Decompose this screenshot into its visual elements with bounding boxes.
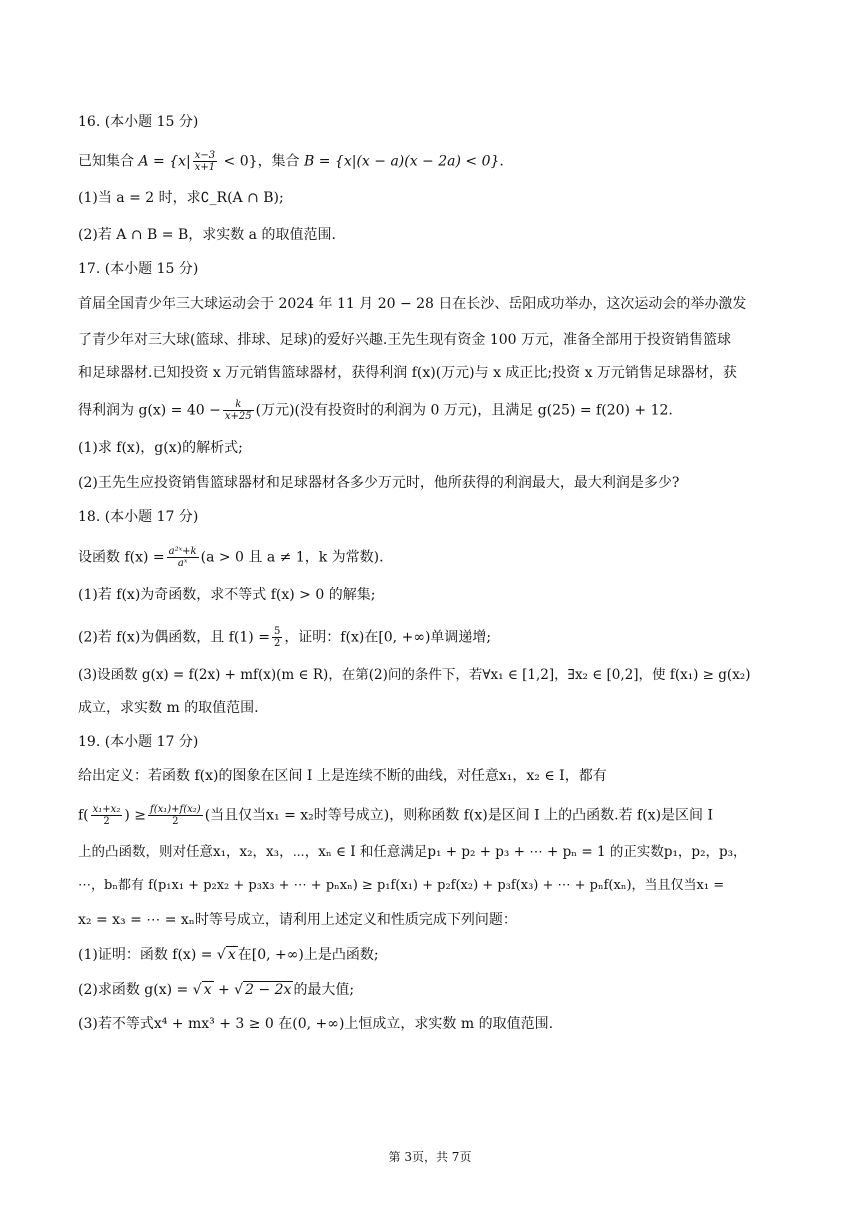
problem-18-q3-line-2: 成立，求实数 m 的取值范围. [78,700,259,716]
problem-19-text-4: ⋯，bₙ都有 f(p₁x₁ + p₂x₂ + p₃x₃ + ⋯ + pₙxₙ) ≥ p₁f(x₁) + p₂f(x₂) + p₃f(x₃) + ⋯ + pₙf(xₙ)，当且仅当x₁ = [78,878,725,893]
problem-17-q2: (2)王先生应投资销售篮球器材和足球器材各多少万元时，他所获得的利润最大，最大利润是多少? [78,475,680,491]
problem-17-text-2: 了青少年对三大球(篮球、排球、足球)的爱好兴趣.王先生现有资金 100 万元，准备全部用于投资销售篮球 [78,332,731,348]
problem-19-text-5: x₂ = x₃ = ⋯ = xₙ时等号成立，请利用上述定义和性质完成下列问题： [78,912,517,928]
problem-19-text-2: f( $\frac{\text{x₁+x₂}}{2}$ ) ≥ $\frac{\text{f(x₁)+f(x₂)}}{2}$ (当且仅当x₁ = x₂时等号成立)，则称函数 f(x)是区间 I 上的凸函数.若 f(x)是区间 I [78,804,714,827]
problem-17-title: 17. (本小题 15 分) [78,261,199,277]
problem-19-q2: (2)求函数 g(x) = √ x + √ 2 − 2x 的最大值; [78,982,355,998]
problem-19-text-1: 给出定义：若函数 f(x)的图象在区间 I 上是连续不断的曲线，对任意x₁，x₂ ∈ I，都有 [78,768,607,784]
page-footer: 第 3页，共 7页 [388,1150,472,1164]
problem-18-q3-line-1: (3)设函数 g(x) = f(2x) + mf(x)(m ∈ R)，在第(2)问的条件下，若∀x₁ ∈ [1,2]，∃x₂ ∈ [0,2]，使 f(x₁) ≥ g(x₂) [78,667,751,683]
fraction: $\frac{\text{f(x₁)+f(x₂)}}{2}$ [150,804,201,827]
problem-18-title: 18. (本小题 17 分) [78,509,199,525]
fraction: $\frac{x-3}{x+1}$ [194,150,216,173]
fraction: $\frac{k}{x+25}$ [224,399,252,422]
problem-16-title: 16. (本小题 15 分) [78,114,199,130]
fraction: $\frac{\text{x₁+x₂}}{2}$ [92,804,121,827]
fraction: $\frac{\text{a²ˣ+k}}{\text{aˣ}}$ [168,546,197,569]
problem-17-q1: (1)求 f(x)，g(x)的解析式; [78,440,243,456]
problem-18-q1: (1)若 f(x)为奇函数，求不等式 f(x) > 0 的解集; [78,587,376,603]
problem-16-stem: 已知集合 A = {x| $\frac{x-3}{x+1}$ < 0}，集合 B = {x|(x − a)(x − 2a) < 0}. [78,150,504,173]
problem-16-q1: (1)当 a = 2 时，求∁_R(A ∩ B); [78,190,284,206]
problem-17-text-4: 得利润为 g(x) = 40 − $\frac{k}{x+25}$ (万元)(没有投资时的利润为 0 万元)，且满足 g(25) = f(20) + 12. [78,399,673,422]
problem-19-q1: (1)证明：函数 f(x) = √ x 在[0, +∞)上是凸函数; [78,947,379,963]
problem-17-text-3: 和足球器材.已知投资 x 万元销售篮球器材，获得利润 f(x)(万元)与 x 成正比;投资 x 万元销售足球器材，获 [78,365,737,381]
problem-19-title: 19. (本小题 17 分) [78,734,199,750]
problem-19-q3: (3)若不等式x⁴ + mx³ + 3 ≥ 0 在(0, +∞)上恒成立，求实数 m 的取值范围. [78,1016,554,1032]
problem-18-q2: (2)若 f(x)为偶函数，且 f(1) = $\frac{5}{2}$ ，证明：f(x)在[0, +∞)单调递增; [78,626,492,649]
problem-19-text-3: 上的凸函数，则对任意x₁，x₂，x₃，⋯，xₙ ∈ I 和任意满足p₁ + p₂ + p₃ + ⋯ + pₙ = 1 的正实数p₁，p₂，p₃， [78,844,747,860]
problem-18-definition: 设函数 f(x) = $\frac{\text{a²ˣ+k}}{\text{aˣ}}$ (a > 0 且 a ≠ 1，k 为常数). [78,546,384,569]
fraction: $\frac{5}{2}$ [273,626,281,649]
problem-17-text-1: 首届全国青少年三大球运动会于 2024 年 11 月 20 − 28 日在长沙、岳阳成功举办，这次运动会的举办激发 [78,296,747,312]
problem-16-q2: (2)若 A ∩ B = B，求实数 a 的取值范围. [78,227,336,243]
